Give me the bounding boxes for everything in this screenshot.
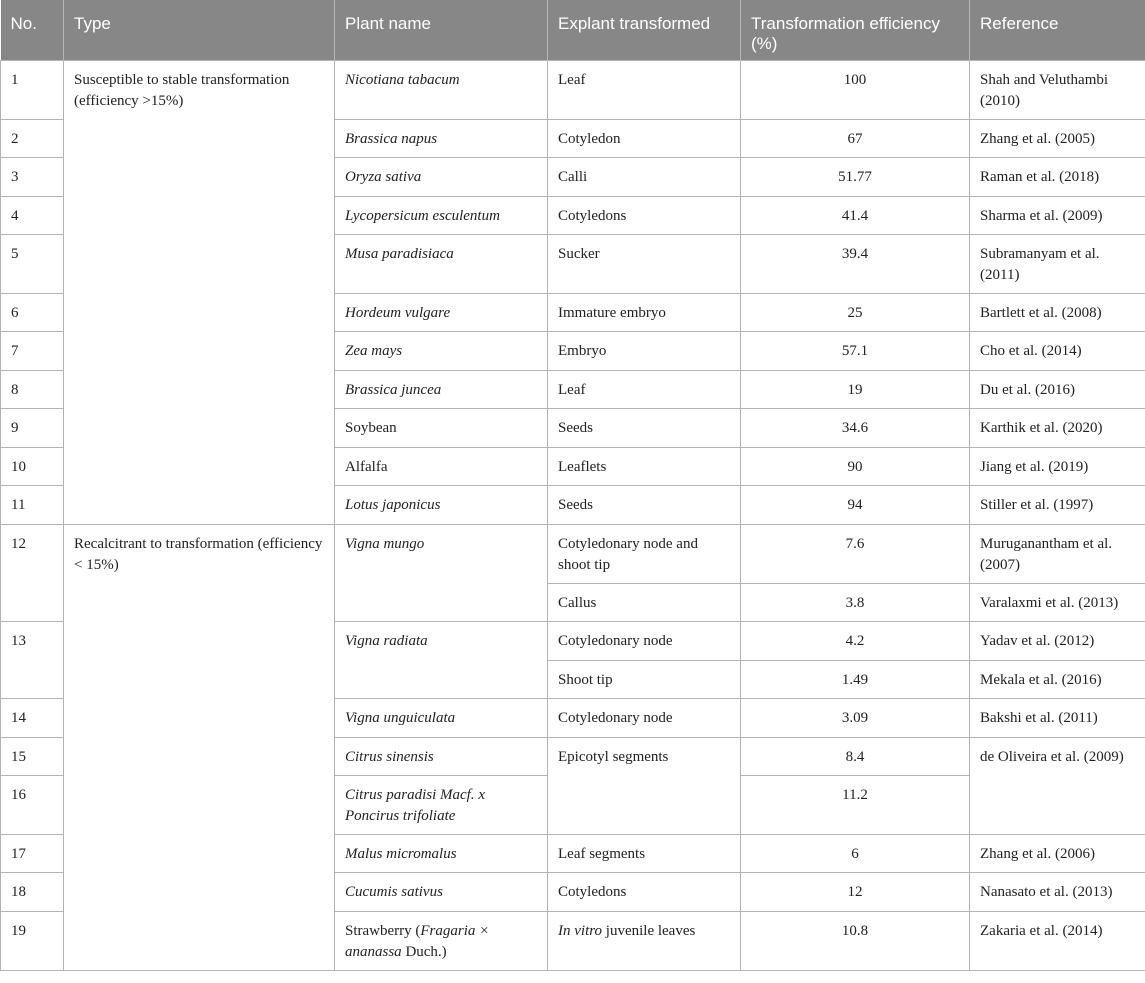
cell-explant: Epicotyl segments [548,738,741,835]
cell-explant: Cotyledon [548,120,741,158]
cell-no: 2 [1,120,64,158]
plant-italic: Fragaria × ananassa [345,923,490,960]
cell-efficiency: 67 [741,120,970,158]
cell-efficiency: 4.2 [741,622,970,661]
cell-reference: Cho et al. (2014) [970,332,1145,371]
table-row [1,61,1145,120]
cell-efficiency: 100 [741,61,970,120]
cell-no: 14 [1,699,64,738]
plant-suffix: Duch.) [401,944,447,960]
cell-efficiency: 8.4 [741,738,970,776]
cell-plant: Brassica napus [335,120,548,158]
plant-prefix: Strawberry ( [345,923,421,939]
cell-efficiency: 94 [741,486,970,525]
cell-explant: Cotyledons [548,197,741,235]
cell-explant [548,912,741,971]
cell-reference: Muruganantham et al. (2007) [970,525,1145,584]
cell-reference: Sharma et al. (2009) [970,197,1145,235]
header-no: No. [1,0,64,61]
header-explant: Explant transformed [548,0,741,61]
cell-efficiency: 1.49 [741,661,970,699]
cell-efficiency: 57.1 [741,332,970,371]
cell-efficiency: 10.8 [741,912,970,971]
cell-no: 16 [1,776,64,835]
cell-reference: Jiang et al. (2019) [970,448,1145,486]
cell-plant: Soybean [335,409,548,448]
cell-no: 17 [1,835,64,873]
cell-no: 11 [1,486,64,525]
cell-no: 8 [1,371,64,409]
cell-type-recalcitrant: Recalcitrant to transformation (efficiency < 15%) [64,525,335,971]
header-type: Type [64,0,335,61]
cell-plant: Vigna unguiculata [335,699,548,738]
cell-no: 18 [1,873,64,912]
cell-plant: Nicotiana tabacum [335,61,548,120]
cell-plant [335,912,548,971]
cell-type-susceptible: Susceptible to stable transformation (efficiency >15%) [64,61,335,525]
table-row [1,525,1145,584]
cell-efficiency: 3.8 [741,584,970,622]
cell-explant: Leaf segments [548,835,741,873]
cell-efficiency: 19 [741,371,970,409]
cell-no: 19 [1,912,64,971]
cell-plant: Citrus paradisi Macf. x Poncirus trifoliate [335,776,548,835]
cell-no: 1 [1,61,64,120]
cell-efficiency: 7.6 [741,525,970,584]
cell-reference: Yadav et al. (2012) [970,622,1145,661]
cell-no: 9 [1,409,64,448]
cell-explant: Leaf [548,61,741,120]
cell-efficiency: 39.4 [741,235,970,294]
cell-no: 13 [1,622,64,699]
cell-plant: Malus micromalus [335,835,548,873]
cell-reference: Bakshi et al. (2011) [970,699,1145,738]
cell-plant: Alfalfa [335,448,548,486]
cell-reference: de Oliveira et al. (2009) [970,738,1145,835]
cell-explant: Cotyledons [548,873,741,912]
header-plant-name: Plant name [335,0,548,61]
cell-efficiency: 12 [741,873,970,912]
cell-explant: Leaf [548,371,741,409]
cell-no: 12 [1,525,64,622]
cell-explant: Shoot tip [548,661,741,699]
cell-reference: Zhang et al. (2005) [970,120,1145,158]
cell-reference: Bartlett et al. (2008) [970,294,1145,332]
cell-explant: Cotyledonary node [548,622,741,661]
cell-efficiency: 34.6 [741,409,970,448]
cell-efficiency: 41.4 [741,197,970,235]
cell-no: 5 [1,235,64,294]
cell-efficiency: 25 [741,294,970,332]
cell-reference: Subramanyam et al. (2011) [970,235,1145,294]
cell-no: 7 [1,332,64,371]
cell-reference: Mekala et al. (2016) [970,661,1145,699]
cell-no: 3 [1,158,64,197]
cell-reference: Shah and Veluthambi (2010) [970,61,1145,120]
cell-explant: Immature embryo [548,294,741,332]
cell-reference: Du et al. (2016) [970,371,1145,409]
cell-no: 4 [1,197,64,235]
cell-plant: Musa paradisiaca [335,235,548,294]
cell-efficiency: 3.09 [741,699,970,738]
cell-explant: Sucker [548,235,741,294]
cell-explant: Embryo [548,332,741,371]
cell-reference: Raman et al. (2018) [970,158,1145,197]
cell-plant: Brassica juncea [335,371,548,409]
cell-efficiency: 11.2 [741,776,970,835]
explant-rest: juvenile leaves [602,923,696,939]
cell-reference: Varalaxmi et al. (2013) [970,584,1145,622]
cell-plant: Zea mays [335,332,548,371]
cell-plant: Citrus sinensis [335,738,548,776]
cell-explant: Cotyledonary node [548,699,741,738]
cell-explant: Callus [548,584,741,622]
cell-efficiency: 6 [741,835,970,873]
cell-no: 10 [1,448,64,486]
cell-plant: Vigna mungo [335,525,548,622]
cell-explant: Leaflets [548,448,741,486]
cell-plant: Cucumis sativus [335,873,548,912]
cell-explant: Cotyledonary node and shoot tip [548,525,741,584]
header-reference: Reference [970,0,1145,61]
cell-no: 6 [1,294,64,332]
header-row [1,0,1145,61]
cell-reference: Zhang et al. (2006) [970,835,1145,873]
cell-plant: Hordeum vulgare [335,294,548,332]
cell-reference: Karthik et al. (2020) [970,409,1145,448]
cell-plant: Vigna radiata [335,622,548,699]
cell-efficiency: 90 [741,448,970,486]
cell-plant: Lycopersicum esculentum [335,197,548,235]
cell-explant: Calli [548,158,741,197]
cell-no: 15 [1,738,64,776]
cell-reference: Stiller et al. (1997) [970,486,1145,525]
cell-efficiency: 51.77 [741,158,970,197]
cell-explant: Seeds [548,486,741,525]
cell-reference: Zakaria et al. (2014) [970,912,1145,971]
cell-reference: Nanasato et al. (2013) [970,873,1145,912]
cell-plant: Oryza sativa [335,158,548,197]
cell-plant: Lotus japonicus [335,486,548,525]
header-efficiency: Transformation efficiency (%) [741,0,970,61]
cell-explant: Seeds [548,409,741,448]
explant-italic: In vitro [558,923,603,939]
